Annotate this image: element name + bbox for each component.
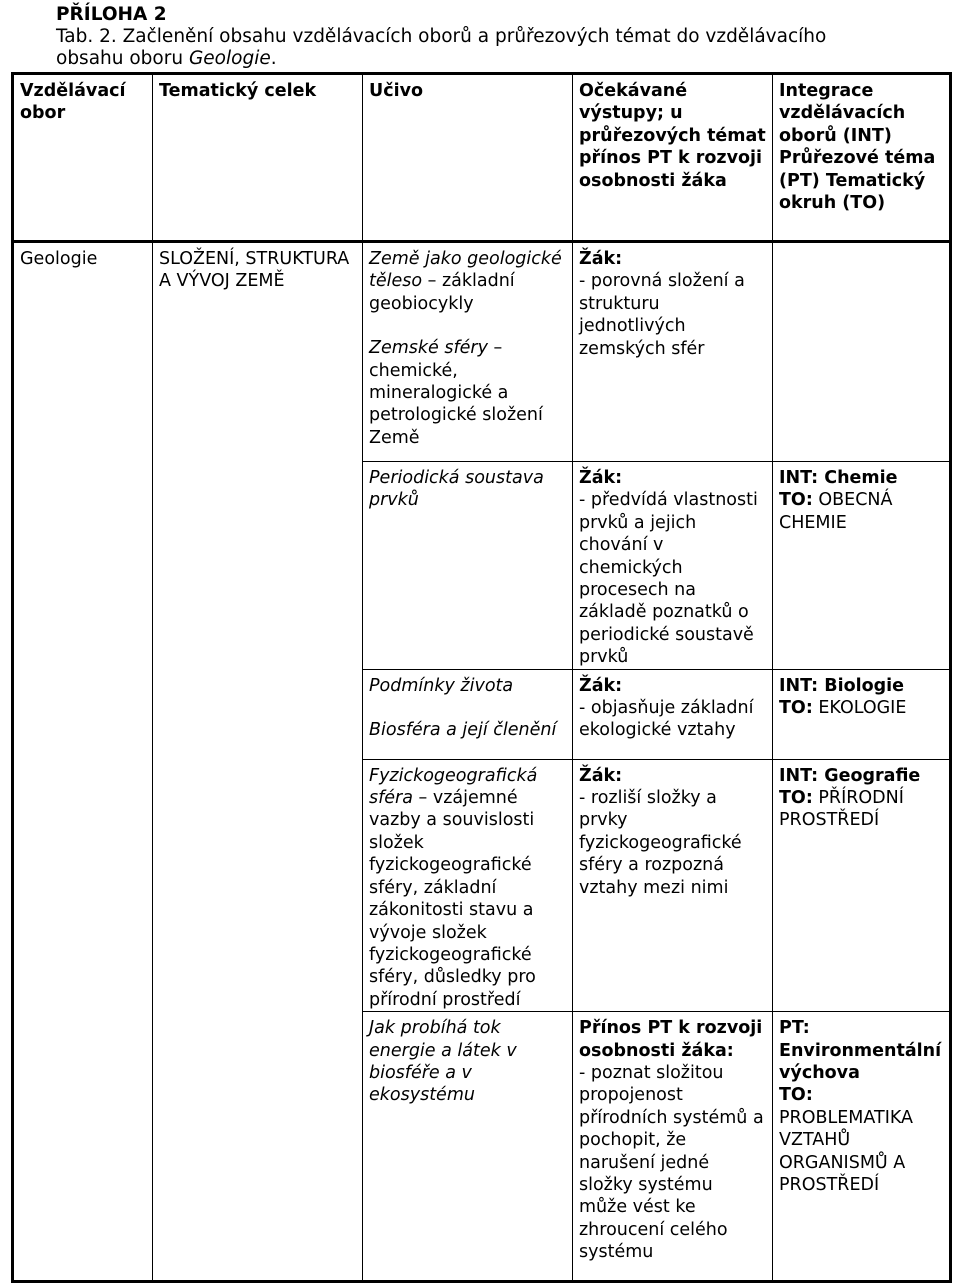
- topic-italic: Podmínky života: [369, 675, 514, 696]
- integration-label: TO:: [779, 1085, 813, 1106]
- integration-value: PŘÍRODNÍ PROSTŘEDÍ: [779, 788, 904, 831]
- topic-italic: Biosféra a její členění: [369, 720, 557, 741]
- integration-cell: [773, 242, 951, 462]
- col-header-subject: Vzdělávací obor: [13, 74, 153, 242]
- integration-value: EKOLOGIE: [812, 698, 907, 719]
- topic-italic: Fyzickogeografická sféra: [369, 765, 538, 809]
- content-cell: [363, 759, 573, 1011]
- outcome-label: Přínos PT k rozvoji osobnosti žáka:: [579, 1018, 763, 1061]
- outcome-cell: [573, 242, 773, 462]
- integration-label: TO:: [779, 788, 813, 809]
- content-cell: [363, 1012, 573, 1282]
- topic-plain: – základní geobiocykly: [369, 271, 515, 314]
- integration-cell: [773, 759, 951, 1011]
- outcome-label: Žák:: [579, 249, 623, 269]
- subject-cell: Geologie: [13, 242, 153, 1282]
- outcome-text: - rozliší složky a prvky fyzickogeografické sféry a rozpozná vztahy mezi nimi: [579, 788, 742, 898]
- content-cell: [363, 669, 573, 759]
- outcome-text: - poznat složitou propojenost přírodních systémů a pochopit, že narušení jedné složky systému může vést ke zhroucení celého systému: [579, 1062, 764, 1263]
- document-header: [56, 4, 936, 70]
- integration-cell: [773, 669, 951, 759]
- integration-value: Chemie: [818, 468, 898, 488]
- outcome-text: - předvídá vlastnosti prvků a jejich chování v chemických procesech na základě poznatků o periodické soustavě prvků: [579, 490, 758, 668]
- integration-label: TO:: [779, 490, 813, 511]
- integration-cell: [773, 1012, 951, 1282]
- annex-title: PŘÍLOHA 2: [56, 4, 167, 25]
- integration-value: Biologie: [818, 675, 905, 696]
- topic-italic: Periodická soustava prvků: [369, 468, 544, 511]
- integration-label: INT:: [779, 675, 819, 696]
- integration-label: TO:: [779, 698, 813, 719]
- integration-value: OBECNÁ CHEMIE: [779, 490, 893, 533]
- content-cell: [363, 462, 573, 670]
- unit-cell: SLOŽENÍ, STRUKTURA A VÝVOJ ZEMĚ: [153, 242, 363, 1282]
- caption-end: .: [270, 48, 277, 69]
- outcome-label: Žák:: [579, 675, 623, 696]
- integration-cell: [773, 462, 951, 670]
- integration-value: Environmentální výchova: [779, 1040, 942, 1083]
- integration-label: PT:: [779, 1018, 810, 1039]
- col-header-outcomes: Očekávané výstupy; u průřezových témat přínos PT k rozvoji osobnosti žáka: [573, 74, 773, 242]
- outcome-cell: [573, 669, 773, 759]
- outcome-cell: [573, 1012, 773, 1282]
- curriculum-table: [11, 72, 952, 1283]
- topic-italic: Zemské sféry: [369, 338, 488, 359]
- outcome-text: - porovná složení a strukturu jednotlivých zemských sfér: [579, 271, 745, 359]
- topic-plain: – chemické, mineralogické a petrologické složení Země: [369, 338, 543, 448]
- content-cell: [363, 242, 573, 462]
- integration-label: INT:: [779, 765, 819, 786]
- caption-subject: Geologie: [188, 48, 271, 69]
- integration-label: INT:: [779, 468, 819, 488]
- topic-italic: Země jako geologické těleso: [369, 249, 562, 292]
- outcome-label: Žák:: [579, 765, 623, 786]
- topic-plain: – vzájemné vazby a souvislosti složek fyzickogeografické sféry, základní zákonitosti stavu a vývoje složek fyzickogeografické sféry, důsledky pro přírodní prostředí: [369, 788, 536, 1010]
- outcome-cell: [573, 759, 773, 1011]
- outcome-cell: [573, 462, 773, 670]
- outcome-text: - objasňuje základní ekologické vztahy: [579, 698, 754, 741]
- integration-value: Geografie: [818, 765, 921, 786]
- col-header-integration: Integrace vzdělávacích oborů (INT) Průřezové téma (PT) Tematický okruh (TO): [773, 74, 951, 242]
- integration-value: PROBLEMATIKA VZTAHŮ ORGANISMŮ A PROSTŘEDÍ: [779, 1107, 914, 1195]
- caption-line-1: Tab. 2. Začlenění obsahu vzdělávacích oborů a průřezových témat do vzdělávacího: [56, 26, 827, 47]
- table-row: [13, 242, 951, 462]
- header-row: [13, 74, 951, 242]
- col-header-unit: Tematický celek: [153, 74, 363, 242]
- outcome-label: Žák:: [579, 468, 623, 488]
- col-header-content: Učivo: [363, 74, 573, 242]
- caption-line-2: obsahu oboru: [56, 48, 189, 69]
- table-caption: [56, 26, 936, 70]
- topic-italic: Jak probíhá tok energie a látek v biosféře a v ekosystému: [369, 1018, 517, 1106]
